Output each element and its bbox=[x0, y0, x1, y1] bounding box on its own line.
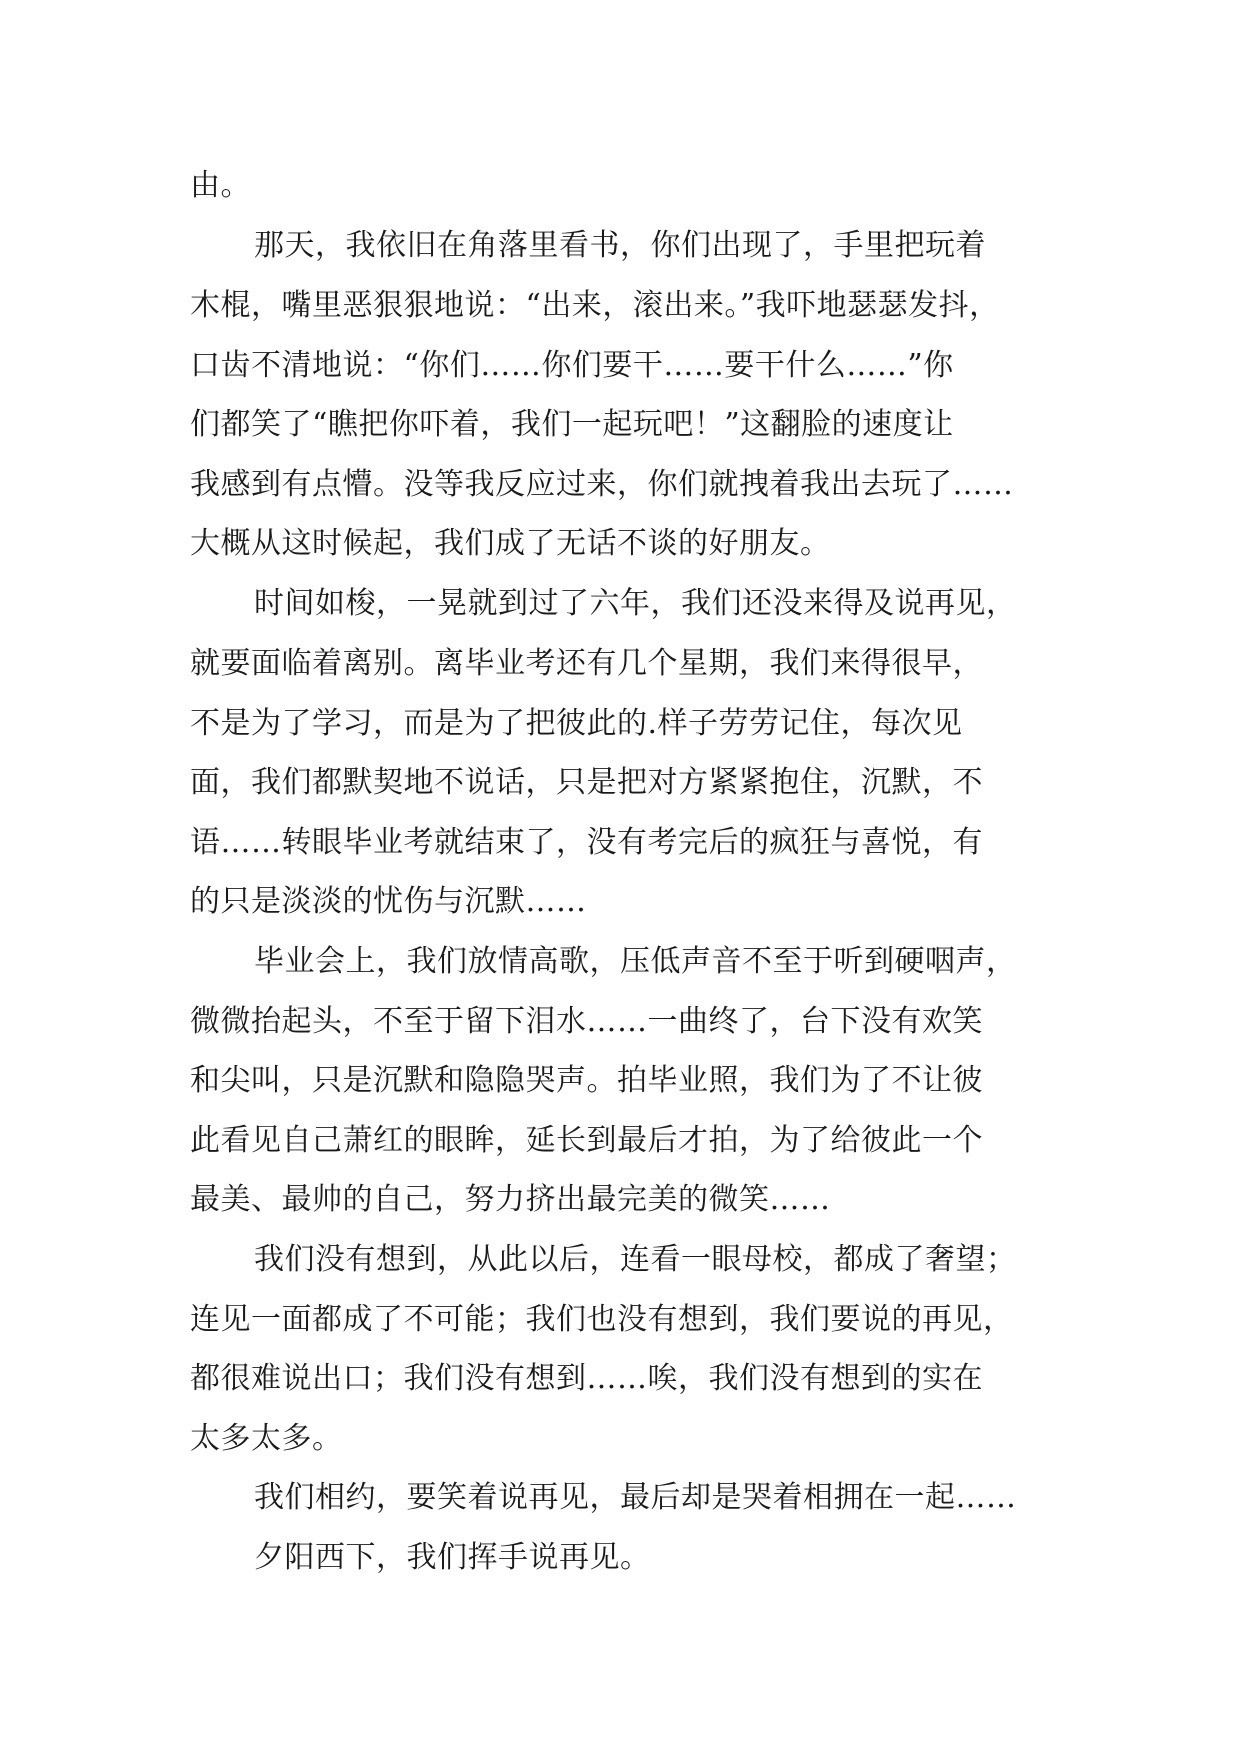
text-line: 由。 bbox=[190, 168, 251, 203]
paragraph-start-line: 我们相约，要笑着说再见，最后却是哭着相拥在一起…… bbox=[254, 1480, 1017, 1515]
text-line: 不是为了学习，而是为了把彼此的.样子劳劳记住，每次见 bbox=[190, 706, 963, 741]
text-line: 的只是淡淡的忧伤与沉默…… bbox=[190, 884, 587, 919]
text-line: 木棍，嘴里恶狠狠地说：“出来，滚出来。”我吓地瑟瑟发抖， bbox=[190, 288, 1000, 323]
text-line: 最美、最帅的自己，努力挤出最完美的微笑…… bbox=[190, 1182, 831, 1217]
text-line: 们都笑了“瞧把你吓着，我们一起玩吧！”这翻脸的速度让 bbox=[190, 407, 954, 442]
text-line: 我感到有点懵。没等我反应过来，你们就拽着我出去玩了…… bbox=[190, 467, 1014, 502]
text-line: 和尖叫，只是沉默和隐隐哭声。拍毕业照，我们为了不让彼 bbox=[190, 1063, 983, 1098]
text-line: 都很难说出口；我们没有想到……唉，我们没有想到的实在 bbox=[190, 1361, 983, 1396]
text-line: 连见一面都成了不可能；我们也没有想到，我们要说的再见， bbox=[190, 1302, 1014, 1337]
paragraph-start-line: 毕业会上，我们放情高歌，压低声音不至于听到硬咽声， bbox=[254, 944, 1017, 979]
text-line: 口齿不清地说：“你们……你们要干……要干什么……”你 bbox=[190, 348, 954, 383]
text-line: 微微抬起头，不至于留下泪水……一曲终了，台下没有欢笑 bbox=[190, 1004, 983, 1039]
text-line: 就要面临着离别。离毕业考还有几个星期，我们来得很早， bbox=[190, 646, 983, 681]
paragraph-start-line: 那天，我依旧在角落里看书，你们出现了，手里把玩着 bbox=[254, 228, 986, 263]
text-line: 语……转眼毕业考就结束了，没有考完后的疯狂与喜悦，有 bbox=[190, 825, 983, 860]
text-line: 面，我们都默契地不说话，只是把对方紧紧抱住，沉默，不 bbox=[190, 765, 983, 800]
paragraph-start-line: 我们没有想到，从此以后，连看一眼母校，都成了奢望； bbox=[254, 1242, 1017, 1277]
text-line: 大概从这时候起，我们成了无话不谈的好朋友。 bbox=[190, 526, 831, 561]
text-line: 太多太多。 bbox=[190, 1421, 343, 1456]
paragraph-start-line: 时间如梭，一晃就到过了六年，我们还没来得及说再见， bbox=[254, 586, 1017, 621]
paragraph-start-line: 夕阳西下，我们挥手说再见。 bbox=[254, 1540, 651, 1575]
text-line: 此看见自己萧红的眼眸，延长到最后才拍，为了给彼此一个 bbox=[190, 1123, 983, 1158]
